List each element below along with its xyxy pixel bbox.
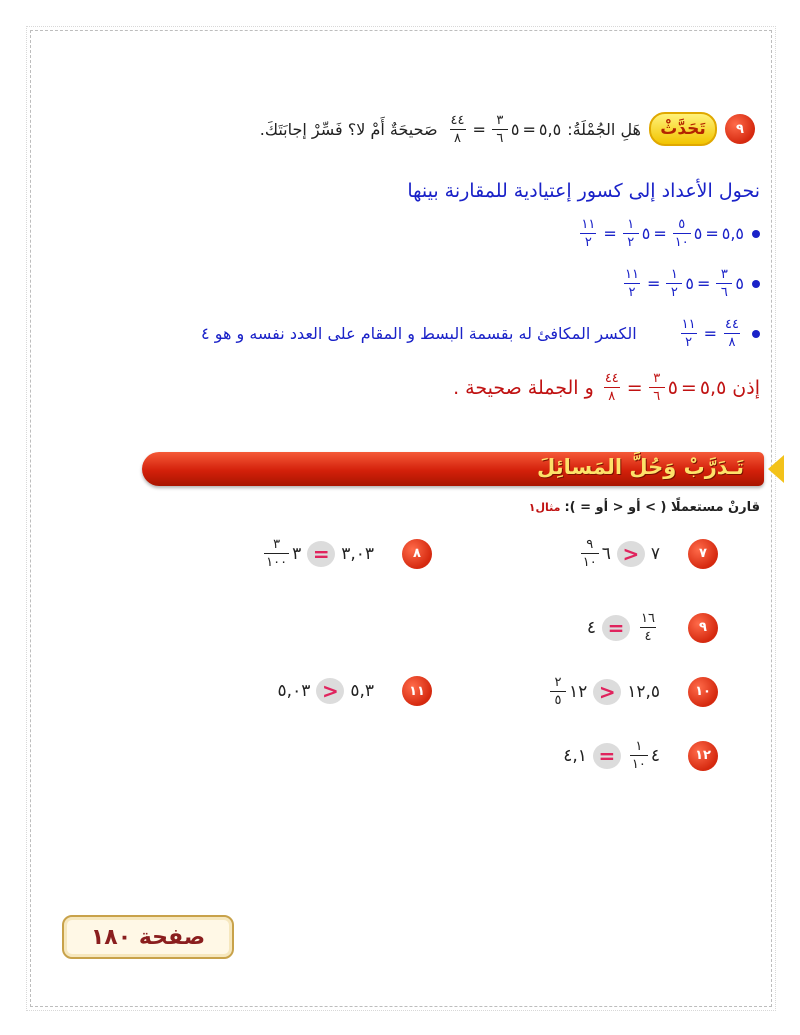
bullet [752, 230, 760, 238]
question-mixed-whole: ٥ [510, 119, 520, 139]
question-lead: هَلِ الجُمْلَةُ: [567, 119, 641, 139]
exercise-11: ١١ ٥,٣ < ٥,٠٣ [278, 676, 432, 706]
section-banner [142, 452, 764, 486]
answer-conclusion: إذن ٥,٥ = ٥ $\frac{٣}{٦}$ = $\frac{٤٤}{٨}$ و الجملة صحيحة . [453, 371, 760, 404]
question-mixed-fraction: $\frac{٣}{٦}$ [492, 114, 508, 145]
answer-symbol: < [316, 678, 344, 704]
page-border [30, 30, 772, 1007]
bullet [752, 280, 760, 288]
exercise-8: ٨ ٣,٠٣ = ٣ $\frac{٣}{١٠٠}$ [261, 538, 432, 569]
exercise-7: ٧ ٧ < ٦ $\frac{٩}{١٠}$ [578, 538, 718, 569]
answer-symbol: = [602, 615, 630, 641]
question-decimal: ٥,٥ [538, 119, 562, 139]
question-number: ٩ [725, 114, 755, 144]
exercise-9: ٩ $\frac{١٦}{٤}$ = ٤ [587, 612, 718, 643]
instructions: قارنْ مستعملًا ( > أو < أو = ): مثال١ [528, 500, 760, 515]
page-number: صفحة ١٨٠ [62, 915, 234, 959]
answer-symbol: = [307, 541, 335, 567]
exercise-12: ١٢ ٤ $\frac{١}{١٠}$ = ٤,١ [563, 740, 718, 771]
answer-line-3-note: الكسر المكافئ له بقسمة البسط و المقام على العدد نفسه و هو ٤ [201, 324, 637, 343]
answer-line-1: ٥,٥ = ٥ $\frac{٥}{١٠}$ = ٥ $\frac{١}{٢}$ = $\frac{١١}{٢}$ [576, 218, 760, 249]
exercise-10: ١٠ ١٢,٥ < ١٢ $\frac{٢}{٥}$ [547, 676, 718, 707]
answer-line-2: ٥ $\frac{٣}{٦}$ = ٥ $\frac{١}{٢}$ = $\frac{١١}{٢}$ [620, 268, 760, 299]
answer-symbol: < [593, 679, 621, 705]
answer-symbol: = [593, 743, 621, 769]
banner-arrow-icon [768, 455, 784, 483]
talk-badge: تَحَدَّثْ [649, 112, 717, 146]
question-fraction: $\frac{٤٤}{٨}$ [450, 112, 465, 146]
answer-intro: نحول الأعداد إلى كسور إعتيادية للمقارنة بينها [407, 180, 760, 202]
challenge-question: ٩ تَحَدَّثْ هَلِ الجُمْلَةُ: ٥,٥ = ٥ $\frac{٣}{٦}$ = $\frac{٤٤}{٨}$ صَحيحَةٌ أَمْ لا؟ فَسِّرْ إجابَتَكَ. [260, 112, 755, 146]
example-ref: مثال١ [528, 501, 561, 514]
bullet [752, 330, 760, 338]
answer-line-3: $\frac{٤٤}{٨}$ = $\frac{١١}{٢}$ الكسر المكافئ له بقسمة البسط و المقام على العدد نفسه و هو ٤ [201, 318, 760, 349]
section-title: تَـدَرَّبْ وَحُلَّ المَسائِلَ [537, 455, 744, 479]
answer-symbol: < [617, 541, 645, 567]
question-tail: صَحيحَةٌ أَمْ لا؟ فَسِّرْ إجابَتَكَ. [259, 119, 438, 139]
